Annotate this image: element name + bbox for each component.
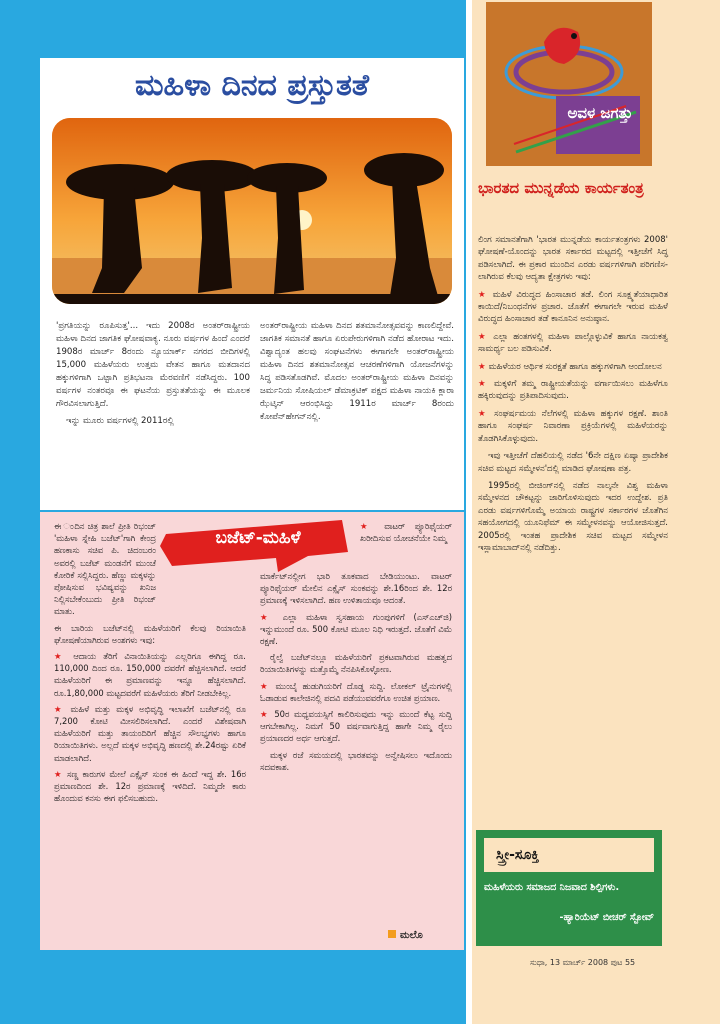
logo-text: ಅವಳ ಜಗತ್ತು — [567, 104, 633, 122]
budget-author: ಮಲೊ — [388, 930, 423, 941]
sidebar-column — [478, 234, 668, 559]
sunset-women-photo — [52, 118, 452, 304]
author-square-icon — [388, 930, 396, 938]
sidebar-paragraph-1: ಇವು ಇತ್ತೀಚೆಗೆ ದೆಹಲಿಯಲ್ಲಿ ನಡೆದ '6ನೇ ದಕ್ಷಿಣ ಏಷ್ಯಾ ಪ್ರಾದೇಶಿಕ ಸಚಿವ ಮಟ್ಟದ ಸಮ್ಮೇಳನ'ದಲ್ಲಿ ಮಾಡಿದ ಘೋಷಣಾ ಪತ್ರ. — [478, 451, 668, 474]
budget-intro: ಈ ಂದಿನ ಚಿತ್ರ ಶಾಲೆ ಪ್ರೀತಿ ರಿಭಂಜ್ 'ಮಹಿಳಾ ಸ್ನೇಹಿ ಬಜೆಟ್'ಗಾಗಿ ಕೇಂದ್ರ ಹಣಕಾಸು ಸಚಿವ ಪಿ. ಚಿದಂಬರಂ ಅವರಲ್ಲಿ ಬಜೆಟ್ ಮಂಡನೆಗೆ ಮುಂಚೆ ಕೋರಿಕೆ ಸಲ್ಲಿಸಿದ್ದರು. ಹೆಣ್ಣು ಮಕ್ಕಳನ್ನು ಪೋಷಿಸುವ ಭವಿಷ್ಯವನ್ನು ಖನಿಜ ನಿಲ್ಲಿಸಬೇಕೆಂಬುದು ಪ್ರೀತಿ ರಿಭಂಜ್ ಮಾತು. — [54, 521, 156, 617]
budget-item-5: ★ ಎಲ್ಲಾ ಮಹಿಳಾ ಸ್ವಸಹಾಯ ಗುಂಪುಗಳಿಗೆ (ಎಸ್‌ಎಚ್‌ಜಿ) ಇನ್ನುಮುಂದೆ ರೂ. 500 ಕೋಟಿ ಮೂಲ ನಿಧಿ ಇರುತ್ತದೆ. ಜೊತೆಗೆ ವಿಮೆ ರಕ್ಷಣೆ. — [260, 611, 452, 647]
budget-closing: ಮಕ್ಕಳ ರಜೆ ಸಮಯದಲ್ಲಿ ಭಾರತವನ್ನು ಅನ್ವೇಷಿಸಲು ಇದೊಂದು ಸದವಕಾಶ. — [260, 749, 452, 772]
budget-item-4-body: ಮಾರ್ಕೆಟ್‌ನಲ್ಲೀಗ ಭಾರಿ ತೂಕವಾದ ಬೇಡಿಯುಂಟು. ವಾಟರ್ ಪ್ಯೂರಿಫೈಯರ್ ಮೇಲಿನ ಎಕ್ಸೈಸ್ ಸುಂಕವನ್ನು ಶೇ.16ರಿಂದ ಶೇ. 12ರ ಪ್ರಮಾಣಕ್ಕೆ ಇಳಿಸಲಾಗಿದೆ. ಹಣ ಉಳಿತಾಯವೂ ಆದಂತೆ. — [260, 571, 452, 606]
intro-column-1 — [56, 320, 250, 432]
sidebar-item-5: ★ ಸಂಘರ್ಷಮಯ ನೆಲೆಗಳಲ್ಲಿ ಮಹಿಳಾ ಹಕ್ಕುಗಳ ರಕ್ಷಣೆ. ಶಾಂತಿ ಹಾಗೂ ಸಂಘರ್ಷ ನಿವಾರಣಾ ಪ್ರಕ್ರಿಯೆಗಳಲ್ಲಿ ಮಹಿಳೆಯರನ್ನು ತೊಡಗಿಸಿಕೊಳ್ಳುವುದು. — [478, 408, 668, 444]
intro-paragraph-1: 'ಪ್ರಗತಿಯನ್ನು ರೂಪಿಸುತ್ತ'... ಇದು 2008ರ ಅಂತರ್‌ರಾಷ್ಟ್ರೀಯ ಮಹಿಳಾ ದಿನದ ಜಾಗತಿಕ ಘೋಷವಾಕ್ಯ. ನೂರು ವರ್ಷಗಳ ಹಿಂದೆ ಎಂದರೆ 1908ರ ಮಾರ್ಚ್ 8ರಂದು ನ್ಯೂಯಾರ್ಕ್ ನಗರದ ಬೀದಿಗಳಲ್ಲಿ 15,000 ಮಹಿಳೆಯರು ಉತ್ತಮ ವೇತನ ಹಾಗೂ ಮತದಾನದ ಹಕ್ಕುಗಳಿಗಾಗಿ ಒಟ್ಟಾಗಿ ಪ್ರತಿಭಟನಾ ಮೆರವಣಿಗೆ ನಡೆಸಿದ್ದರು. 100 ವರ್ಷಗಳ ನಂತರವೂ ಈ ಘಟನೆಯ ಪ್ರಸ್ತುತತೆಯನ್ನು ಈ ಮೂಲಕ ಗೌರವಿಸಲಾಗುತ್ತಿದೆ. — [56, 321, 250, 409]
sukti-author: -ಹ್ಯಾರಿಯೆಟ್ ಬೀಚರ್ ಸ್ಟೋವ್ — [559, 912, 654, 923]
sidebar-item-1: ★ ಮಹಿಳೆ ವಿರುದ್ಧದ ಹಿಂಸಾಚಾರ ತಡೆ. ಲಿಂಗ ಸೂಕ್ಷ್ಮತೆಯಾಧಾರಿತ ಕಾಯಿದೆ/ನಿಬಂಧನೆಗಳ ಪ್ರಚಾರ. ಜೊತೆಗೆ ಈಗಾಗಲೇ ಇರುವ ಮಹಿಳೆ ವಿರುದ್ಧದ ಹಿಂಸಾಚಾರ ತಡೆ ಕಾನೂನಿನ ಅನುಷ್ಠಾನ. — [478, 289, 668, 325]
budget-section — [40, 512, 464, 950]
intro-paragraph-3: ಅಂತರ್‌ರಾಷ್ಟ್ರೀಯ ಮಹಿಳಾ ದಿನದ ಶತಮಾನೋತ್ಸವವನ್ನು ಕಾಣಲಿದ್ದೇವೆ. ಜಾಗತಿಕ ಸಮಾನತೆ ಹಾಗೂ ಏರುಪೇರುಗಳಿಗಾಗಿ ನಡೆದ ಹೋರಾಟ ಇದು. ವಿಶ್ವಾದ್ಯಂತ ಹಲವು ಸಂಘಟನೆಗಳು ಈಗಾಗಲೇ ಅಂತರ್‌ರಾಷ್ಟ್ರೀಯ ಮಹಿಳಾ ದಿನದ ಶತಮಾನೋತ್ಸವ ಆಚರಣೆಗಳಿಗಾಗಿ ಯೋಜನೆಗಳನ್ನು ಸಿದ್ಧ ಪಡಿಸತೊಡಗಿವೆ. ಮೊದಲ ಅಂತರ್‌ರಾಷ್ಟ್ರೀಯ ಮಹಿಳಾ ದಿನವನ್ನು ಜರ್ಮನಿಯ ಸೋಷಿಯಲ್ ಡೆಮಾಕ್ರಟಿಕ್ ಪಕ್ಷದ ಮಹಿಳಾ ನಾಯಕಿ ಕ್ಲಾರಾ ಝೆಟ್ಕಿನ್ ಆರಂಭಿಸಿದ್ದು 1911ರ ಮಾರ್ಚ್ 8ರಂದು ಕೋಪೆನ್‌ಹೇಗನ್‌ನಲ್ಲಿ. — [260, 321, 454, 422]
page-folio: ಸುಧಾ, 13 ಮಾರ್ಚ್ 2008 ಪುಟ 55 — [530, 958, 636, 967]
sidebar-paragraph-2: 1995ರಲ್ಲಿ ಬೀಜಿಂಗ್‌ನಲ್ಲಿ ನಡೆದ ನಾಲ್ಕನೇ ವಿಶ್ವ ಮಹಿಳಾ ಸಮ್ಮೇಳನದ ಚೌಕಟ್ಟನ್ನು ಜಾರಿಗೊಳಿಸುವುದು ಇದರ ಉದ್ದೇಶ. ಪ್ರತಿ ಎರಡು ವರ್ಷಗಳಿಗೊಮ್ಮೆ ಅಯಾಯ ರಾಷ್ಟ್ರಗಳ ಸರ್ಕಾರಗಳ ಜೊತೆಗಿನ ಸಹಯೋಗದಲ್ಲಿ ಯೂನಿಫೆಮ್ ಈ ಸಮ್ಮೇಳನವನ್ನು ಆಯೋಜಿಸುತ್ತದೆ. 2005ರಲ್ಲಿ ಇಂತಹ ಪ್ರಾದೇಶಿಕ ಸಚಿವ ಮಟ್ಟದ ಸಮ್ಮೇಳನ ಇಸ್ಲಾಮಾಬಾದ್‌ನಲ್ಲಿ ನಡೆದಿತ್ತು. — [478, 480, 668, 553]
budget-list-lead: ಈ ಬಾರಿಯ ಬಜೆಟ್‌ನಲ್ಲಿ ಮಹಿಳೆಯರಿಗೆ ಕೆಲವು ರಿಯಾಯಿತಿ ಘೋಷಣೆಯಾಗಿರುವ ಅಂಶಗಳು ಇವು: — [54, 622, 246, 645]
sidebar-item-2: ★ ಎಲ್ಲಾ ಹಂತಗಳಲ್ಲಿ ಮಹಿಳಾ ಪಾಲ್ಗೊಳ್ಳುವಿಕೆ ಹಾಗೂ ನಾಯಕತ್ವ ಸಾಮರ್ಥ್ಯ ಬಲ ಪಡಿಸುವಿಕೆ. — [478, 331, 668, 355]
intro-column-2 — [260, 320, 454, 428]
stree-sukti-box — [476, 830, 662, 946]
budget-item-1: ★ ಆದಾಯ ತೆರಿಗೆ ವಿನಾಯಿತಿಯನ್ನು ಎಲ್ಲರಿಗೂ ಈಗಿದ್ದ ರೂ. 110,000 ದಿಂದ ರೂ. 150,000 ದವರೆಗೆ ಹೆಚ್ಚಿಸಲಾಗಿದೆ. ಆದರೆ ಮಹಿಳೆಯರಿಗೆ ಈ ಪ್ರಮಾಣವನ್ನು ಇನ್ನೂ ಹೆಚ್ಚಿಸಲಾಗಿದೆ. ರೂ.1,80,000 ಮಟ್ಟದವರೆಗೆ ಮಹಿಳೆಯರು ತೆರಿಗೆ ನೀಡಬೇಕಿಲ್ಲ. — [54, 651, 246, 698]
budget-item-3: ★ ಸಣ್ಣ ಕಾರುಗಳ ಮೇಲೆ ಎಕ್ಸೈಸ್ ಸುಂಕ ಈ ಹಿಂದೆ ಇದ್ದ ಶೇ. 16ರ ಪ್ರಮಾಣದಿಂದ ಶೇ. 12ರ ಪ್ರಮಾಣಕ್ಕೆ ಇಳಿದಿದೆ. ನಿಮ್ಮದೇ ಕಾರು ಹೊಂದುವ ಕನಸು ಈಗ ಫಲಿಸಬಹುದು. — [54, 768, 246, 804]
sidebar-heading: ಭಾರತದ ಮುನ್ನಡೆಯ ಕಾರ್ಯತಂತ್ರ — [478, 179, 644, 197]
budget-column-2 — [260, 520, 452, 777]
sidebar-item-4: ★ ಮಕ್ಕಳಿಗೆ ತಮ್ಮ ರಾಷ್ಟ್ರೀಯತೆಯನ್ನು ವರ್ಗಾಯಿಸಲು ಮಹಿಳೆಗೂ ಹಕ್ಕಿರುವುದನ್ನು ಪ್ರತಿಪಾದಿಸುವುದು. — [478, 379, 668, 402]
avala-jagattu-logo — [486, 2, 652, 166]
budget-item-4-head: ★ ವಾಟರ್ ಪ್ಯೂರಿಫೈಯರ್ ಖರೀದಿಸುವ ಯೋಚನೆಯೇ ನಿಮ್ಮ — [360, 521, 452, 544]
intro-paragraph-2: ಇನ್ನು ಮೂರು ವರ್ಷಗಳಲ್ಲಿ 2011ರಲ್ಲಿ — [66, 416, 174, 426]
sidebar-item-3: ★ ಮಹಿಳೆಯರ ಆರ್ಥಿಕ ಸುರಕ್ಷತೆ ಹಾಗೂ ಹಕ್ಕುಗಳಿಗಾಗಿ ಆಂದೋಲನ — [478, 361, 662, 372]
page-title: ಮಹಿಳಾ ದಿನದ ಪ್ರಸ್ತುತತೆ — [135, 68, 369, 103]
sukti-quote: ಮಹಿಳೆಯರು ಸಮಾಜದ ನಿಜವಾದ ಶಿಲ್ಪಿಗಳು. — [484, 882, 620, 893]
sidebar-intro: ಲಿಂಗ ಸಮಾನತೆಗಾಗಿ 'ಭಾರತ ಮುನ್ನಡೆಯ ಕಾರ್ಯತಂತ್ರಗಳು 2008' ಘೋಷಣೆ-ಯೊಂದನ್ನು ಭಾರತ ಸರ್ಕಾರದ ಮಟ್ಟದಲ್ಲಿ ಇತ್ತೀಚೆಗೆ ಸಿದ್ಧ ಪಡಿಸಲಾಗಿದೆ. ಈ ಪ್ರಕಾರ ಮುಂದಿನ ಎರಡು ವರ್ಷಗಳಿಗಾಗಿ ಪರಿಗಣಿಸ-ಲಾಗಿರುವ ಕೆಲವು ಆದ್ಯತಾ ಕ್ಷೇತ್ರಗಳು ಇವು: — [478, 235, 668, 283]
budget-rail-paragraph: ರೈಲ್ವೆ ಬಜೆಟ್‌ನಲ್ಲೂ ಮಹಿಳೆಯರಿಗೆ ಪ್ರಕಟವಾಗಿರುವ ಮಹತ್ವದ ರಿಯಾಯಿತಿಗಳನ್ನು ಮತ್ತೊಮ್ಮೆ ನೆನಪಿಸಿಕೊಳ್ಳೋಣ. — [260, 652, 452, 675]
budget-item-2: ★ ಮಹಿಳೆ ಮತ್ತು ಮಕ್ಕಳ ಅಭಿವೃದ್ಧಿ ಇಲಾಖೆಗೆ ಬಜೆಟ್‌ನಲ್ಲಿ ರೂ 7,200 ಕೋಟಿ ಮೀಸಲಿರಿಸಲಾಗಿದೆ. ಎಂದರೆ ವಿಶೇಷವಾಗಿ ಮಹಿಳೆಯರಿಗೆ ಮತ್ತು ತಾಯಂದಿರಿಗೆ ಹೆಚ್ಚಿನ ಸೌಲಭ್ಯಗಳು ಹಾಗೂ ರಿಯಾಯಿತಿಗಳು. ಅಲ್ಲದೆ ಮಕ್ಕಳ ಅಭಿವೃದ್ಧಿ ಹಣದಲ್ಲಿ ಶೇ.24ರಷ್ಟು ಏರಿಕೆ ಮಾಡಲಾಗಿದೆ. — [54, 703, 246, 763]
budget-column-1 — [54, 520, 246, 808]
column-gutter — [466, 0, 472, 1024]
main-article — [40, 58, 464, 510]
budget-item-6: ★ ಮುಂಬೈ ಹುಡುಗಿಯರಿಗೆ ದೊಡ್ಡ ಸುದ್ದಿ. ಲೋಕಲ್ ಟ್ರೈನುಗಳಲ್ಲಿ ಓಡಾಡುವ ಕಾಲೇಜಿನಲ್ಲಿ ಪದವಿ ಪಡೆಯುವವರೆಗೂ ಉಚಿತ ಪ್ರಯಾಣ. — [260, 680, 452, 703]
budget-item-7: ★ 50ರ ಮಧ್ಯವಯಸ್ಸಿಗೆ ಕಾಲಿರಿಸುವುದು ಇನ್ನು ಮುಂದೆ ಕೆಟ್ಟ ಸುದ್ದಿ ಆಗಬೇಕಾಗಿಲ್ಲ. ನಿಮಗೆ 50 ವರ್ಷವಾಗುತ್ತಿದ್ದ ಹಾಗೇ ನಿಮ್ಮ ರೈಲು ಪ್ರಯಾಣದರ ಅರ್ಧ ಆಗುತ್ತದೆ. — [260, 709, 452, 744]
sukti-heading: ಸ್ತ್ರೀ-ಸೂಕ್ತಿ — [484, 838, 654, 872]
budget-banner-text: ಬಜೆಟ್-ಮಹಿಳೆ — [215, 528, 301, 548]
